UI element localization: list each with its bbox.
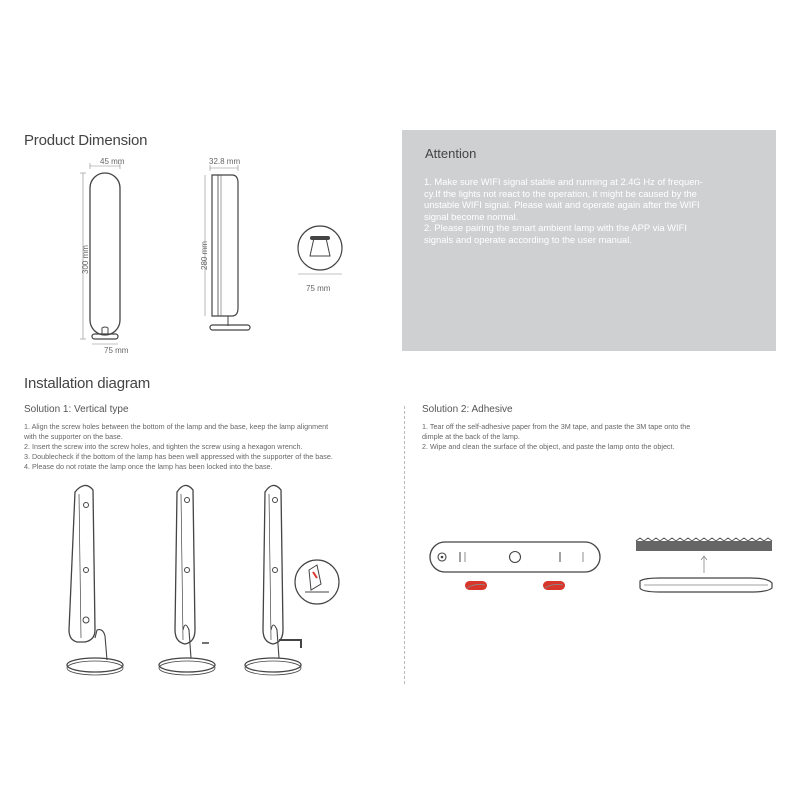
solution1-steps (24, 422, 399, 472)
solution1-step: 3. Doublecheck if the bottom of the lamp has been well appressed with the supporter of the base. (24, 452, 333, 461)
side-height-label: 280 mm (200, 241, 209, 270)
front-base-label: 75 mm (104, 346, 129, 355)
side-view-drawing (200, 158, 270, 358)
attention-body (424, 176, 754, 246)
solution2-step: dimple at the back of the lamp. (422, 432, 520, 441)
solution2-steps (422, 422, 782, 452)
attention-line: signals and operate according to the user manual. (424, 233, 632, 245)
attention-line: 1. Make sure WIFI signal stable and running at 2.4G Hz of frequen- (424, 176, 703, 187)
side-depth-label: 32.8 mm (209, 157, 241, 166)
base-diameter-label: 75 mm (306, 284, 331, 293)
column-divider (404, 406, 406, 684)
installation-title: Installation diagram (24, 375, 151, 392)
solution1-step: 2. Insert the screw into the screw holes, and tighten the screw using a hexagon wrench. (24, 442, 303, 451)
solution1-step: with the supporter on the base. (24, 432, 123, 441)
adhesive-side-illustration (630, 535, 780, 605)
install-step3-illustration (235, 480, 355, 685)
solution1-step: 4. Please do not rotate the lamp once the lamp has been locked into the base. (24, 462, 273, 471)
install-step2-illustration (155, 480, 235, 685)
install-step1-illustration (55, 480, 135, 685)
solution2-step: 1. Tear off the self-adhesive paper from the 3M tape, and paste the 3M tape onto the (422, 422, 691, 431)
attention-line: 2. Please pairing the smart ambient lamp with the APP via WIFI (424, 222, 687, 234)
attention-line: cy.If the lights not react to the operation, it might be caused by the (424, 187, 697, 199)
product-dimension-title: Product Dimension (24, 132, 148, 149)
front-height-label: 300 mm (81, 245, 90, 274)
solution2-step: 2. Wipe and clean the surface of the object, and paste the lamp onto the object. (422, 442, 675, 451)
attention-title: Attention (425, 146, 477, 161)
attention-line: unstable WIFI signal. Please wait and operate again after the WIFI (424, 199, 700, 211)
front-width-label: 45 mm (100, 157, 125, 166)
solution1-title: Solution 1: Vertical type (24, 404, 129, 415)
solution2-title: Solution 2: Adhesive (422, 404, 513, 415)
attention-line: signal become normal. (424, 210, 519, 222)
front-view-drawing (80, 158, 150, 358)
adhesive-back-illustration (425, 535, 615, 610)
solution1-step: 1. Align the screw holes between the bottom of the lamp and the base, keep the lamp alignment (24, 422, 329, 431)
attention-box (402, 130, 776, 351)
base-view-drawing (295, 222, 355, 282)
